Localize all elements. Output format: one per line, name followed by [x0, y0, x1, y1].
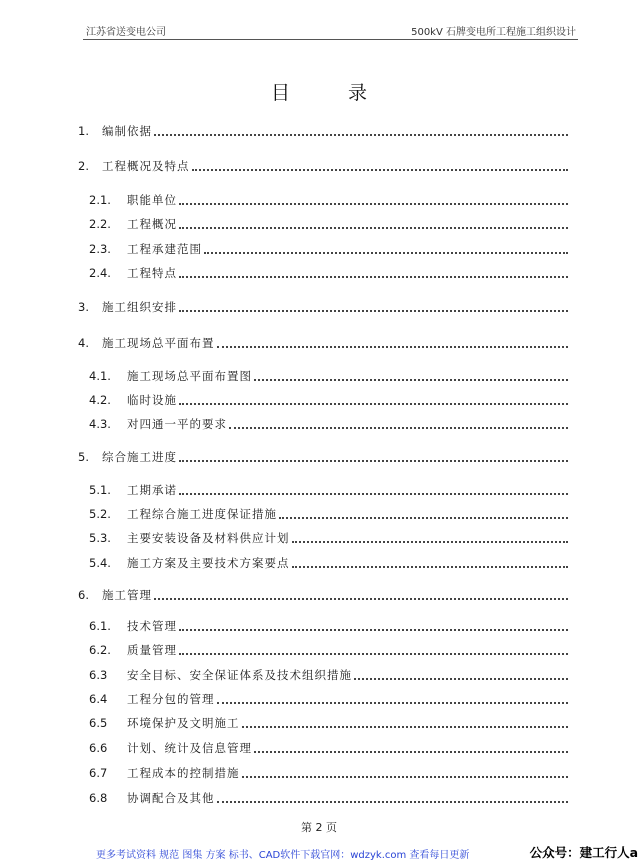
toc-entry[interactable] [78, 122, 568, 140]
toc-number: 5.1. [89, 483, 111, 497]
toc-label: 质量管理 [127, 643, 177, 657]
toc-number: 2. [78, 159, 89, 173]
toc-entry[interactable] [89, 415, 568, 433]
toc-leader-dots [179, 276, 568, 278]
toc-entry[interactable] [89, 666, 568, 684]
toc-label: 环境保护及文明施工 [127, 716, 240, 730]
toc-label: 编制依据 [102, 124, 152, 138]
toc-leader-dots [154, 598, 568, 600]
toc-label: 施工方案及主要技术方案要点 [127, 556, 290, 570]
toc-leader-dots [179, 403, 568, 405]
toc-leader-dots [254, 751, 568, 753]
toc-label: 协调配合及其他 [127, 791, 215, 805]
toc-entry[interactable] [89, 529, 568, 547]
toc-leader-dots [254, 379, 568, 381]
toc-number: 2.3. [89, 242, 111, 256]
toc-label: 工期承诺 [127, 483, 177, 497]
toc-number: 6.3 [89, 668, 108, 682]
toc-label: 临时设施 [127, 393, 177, 407]
toc-entry[interactable] [89, 215, 568, 233]
header-project-title: 500kV 石牌变电所工程施工组织设计 [411, 27, 576, 38]
page-number: 第 2 页 [301, 821, 337, 834]
toc-leader-dots [179, 629, 568, 631]
toc-entry[interactable] [78, 586, 568, 604]
toc-leader-dots [292, 541, 569, 543]
toc-label: 主要安装设备及材料供应计划 [127, 531, 290, 545]
toc-entry[interactable] [78, 448, 568, 466]
toc-number: 6.2. [89, 643, 111, 657]
toc-number: 2.2. [89, 217, 111, 231]
toc-leader-dots [242, 726, 569, 728]
toc-label: 工程分包的管理 [127, 692, 215, 706]
toc-leader-dots [154, 134, 568, 136]
toc-number: 4.1. [89, 369, 111, 383]
toc-leader-dots [279, 517, 568, 519]
toc-entry[interactable] [89, 191, 568, 209]
footer-watermark: 公众号：建工行人a [526, 843, 638, 861]
toc-leader-dots [229, 427, 568, 429]
toc-leader-dots [204, 252, 568, 254]
toc-entry[interactable] [89, 240, 568, 258]
toc-label: 综合施工进度 [102, 450, 177, 464]
toc-title: 目录 [270, 82, 425, 104]
toc-entry[interactable] [89, 367, 568, 385]
toc-number: 4.3. [89, 417, 111, 431]
toc-number: 5.4. [89, 556, 111, 570]
toc-label: 安全目标、安全保证体系及技术组织措施 [127, 668, 352, 682]
toc-number: 6.7 [89, 766, 108, 780]
toc-entry[interactable] [89, 554, 568, 572]
toc-number: 6.5 [89, 716, 108, 730]
toc-entry[interactable] [89, 481, 568, 499]
toc-leader-dots [179, 227, 568, 229]
toc-label: 工程特点 [127, 266, 177, 280]
toc-entry[interactable] [89, 739, 568, 757]
toc-number: 6.4 [89, 692, 108, 706]
toc-entry[interactable] [89, 714, 568, 732]
toc-label: 施工现场总平面布置图 [127, 369, 252, 383]
toc-entry[interactable] [89, 617, 568, 635]
toc-leader-dots [179, 310, 568, 312]
toc-number: 2.1. [89, 193, 111, 207]
toc-entry[interactable] [89, 789, 568, 807]
toc-entry[interactable] [78, 334, 568, 352]
toc-label: 施工组织安排 [102, 300, 177, 314]
toc-leader-dots [179, 493, 568, 495]
toc-leader-dots [292, 566, 569, 568]
toc-entry[interactable] [89, 391, 568, 409]
header-divider [83, 39, 578, 40]
toc-leader-dots [217, 801, 569, 803]
toc-leader-dots [192, 169, 569, 171]
toc-label: 工程承建范围 [127, 242, 202, 256]
footer-banner [96, 843, 638, 861]
toc-entry[interactable] [89, 764, 568, 782]
toc-label: 工程概况及特点 [102, 159, 190, 173]
toc-label: 工程综合施工进度保证措施 [127, 507, 277, 521]
toc-label: 工程概况 [127, 217, 177, 231]
toc-label: 对四通一平的要求 [127, 417, 227, 431]
toc-label: 施工现场总平面布置 [102, 336, 215, 350]
toc-entry[interactable] [89, 641, 568, 659]
toc-number: 3. [78, 300, 89, 314]
toc-number: 6. [78, 588, 89, 602]
toc-number: 2.4. [89, 266, 111, 280]
toc-number: 1. [78, 124, 89, 138]
footer-download-link[interactable]: 更多考试资料 规范 图集 方案 标书、CAD软件下载官网：wdzyk.com 查看每日更新 [96, 850, 470, 861]
toc-number: 5.3. [89, 531, 111, 545]
toc-number: 6.6 [89, 741, 108, 755]
toc-number: 5. [78, 450, 89, 464]
toc-entry[interactable] [89, 505, 568, 523]
toc-leader-dots [217, 346, 569, 348]
toc-entry[interactable] [89, 264, 568, 282]
toc-entry[interactable] [89, 690, 568, 708]
toc-number: 4.2. [89, 393, 111, 407]
toc-leader-dots [354, 678, 568, 680]
toc-label: 职能单位 [127, 193, 177, 207]
toc-leader-dots [179, 460, 568, 462]
toc-number: 4. [78, 336, 89, 350]
toc-number: 6.8 [89, 791, 108, 805]
toc-label: 计划、统计及信息管理 [127, 741, 252, 755]
toc-leader-dots [179, 203, 568, 205]
toc-leader-dots [242, 776, 569, 778]
toc-label: 技术管理 [127, 619, 177, 633]
toc-leader-dots [217, 702, 569, 704]
toc-label: 工程成本的控制措施 [127, 766, 240, 780]
toc-leader-dots [179, 653, 568, 655]
header-company: 江苏省送变电公司 [86, 27, 166, 38]
toc-label: 施工管理 [102, 588, 152, 602]
toc-entry[interactable] [78, 157, 568, 175]
toc-number: 5.2. [89, 507, 111, 521]
toc-number: 6.1. [89, 619, 111, 633]
toc-entry[interactable] [78, 298, 568, 316]
